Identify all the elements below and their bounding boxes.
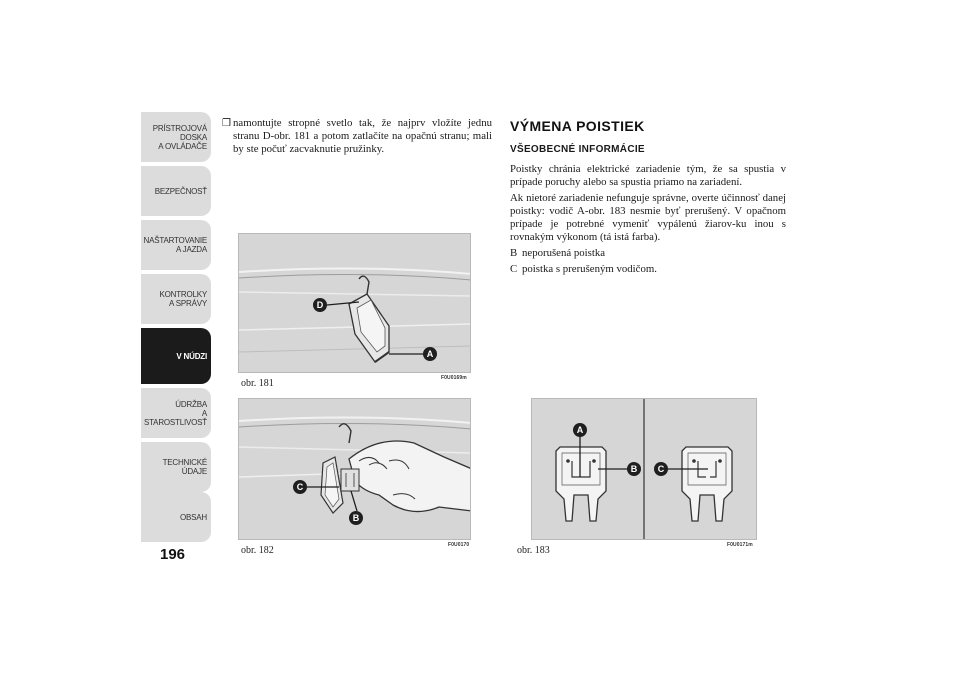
- paragraph-1: Poistky chránia elektrické zariadenie tým, že sa spustia v prípade poruchy alebo sa spustia priamo na zariadení.: [510, 163, 786, 188]
- legend-item-c: [510, 263, 786, 276]
- figure-181-caption: obr. 181: [241, 378, 274, 389]
- figure-181-code: F0U0169m: [441, 375, 467, 381]
- tab-udrzba[interactable]: ÚDRŽBA A STAROSTLIVOSŤ: [141, 388, 211, 438]
- figure-182-code: F0U0170: [448, 542, 470, 548]
- figure-183-caption: obr. 183: [517, 545, 550, 556]
- figure-label-d: D: [313, 298, 327, 312]
- tab-obsah[interactable]: OBSAH: [141, 492, 211, 542]
- figure-183-code: F0U0171m: [727, 542, 753, 548]
- tab-v-nudzi[interactable]: V NÚDZI: [141, 328, 211, 384]
- subsection-title: VŠEOBECNÉ INFORMÁCIE: [510, 144, 645, 155]
- tab-bezpecnost[interactable]: BEZPEČNOSŤ: [141, 166, 211, 216]
- figure-label-a: A: [573, 423, 587, 437]
- instruction-bullet: [222, 117, 492, 156]
- legend-text-b: neporušená poistka: [522, 247, 606, 259]
- fuse-comparison-illustration: [532, 399, 757, 540]
- tab-kontrolky[interactable]: KONTROLKY A SPRÁVY: [141, 274, 211, 324]
- tab-technicke-udaje[interactable]: TECHNICKÉ ÚDAJE: [141, 442, 211, 492]
- paragraph-2: Ak nietoré zariadenie nefunguje správne, overte účinnosť danej poistky: vodič A-obr. 183 nesmie byť prerušený. V opačnom prípade je potrebné vymeniť vypálenú žiarov-ku inou s rovnakým výkonom (tá istá farba).: [510, 192, 786, 243]
- body-text: [510, 163, 786, 276]
- legend-item-b: [510, 247, 786, 260]
- tab-pristrojova-doska[interactable]: PRÍSTROJOVÁ DOSKA A OVLÁDAČE: [141, 112, 211, 162]
- figure-183: [531, 398, 757, 540]
- figure-label-b: B: [627, 462, 641, 476]
- tab-nastartovanie[interactable]: NAŠTARTOVANIE A JAZDA: [141, 220, 211, 270]
- checkbox-bullet-icon: ❒: [222, 118, 231, 129]
- figure-label-c: C: [654, 462, 668, 476]
- legend-text-c: poistka s prerušeným vodičom.: [522, 263, 657, 275]
- figure-182: [238, 398, 471, 540]
- legend-key-c: C: [510, 263, 518, 275]
- figure-182-caption: obr. 182: [241, 545, 274, 556]
- instruction-text: namontujte stropné svetlo tak, že najprv vložíte jednu stranu D-obr. 181 a potom zatlačíte na opačnú stranu; mali by ste počuť zacvaknutie pružinky.: [233, 117, 492, 155]
- section-title: VÝMENA POISTIEK: [510, 118, 645, 134]
- figure-label-a: A: [423, 347, 437, 361]
- figure-label-c: C: [293, 480, 307, 494]
- figure-label-b: B: [349, 511, 363, 525]
- figure-181: [238, 233, 471, 373]
- page-number: 196: [160, 546, 186, 563]
- legend-key-b: B: [510, 247, 518, 259]
